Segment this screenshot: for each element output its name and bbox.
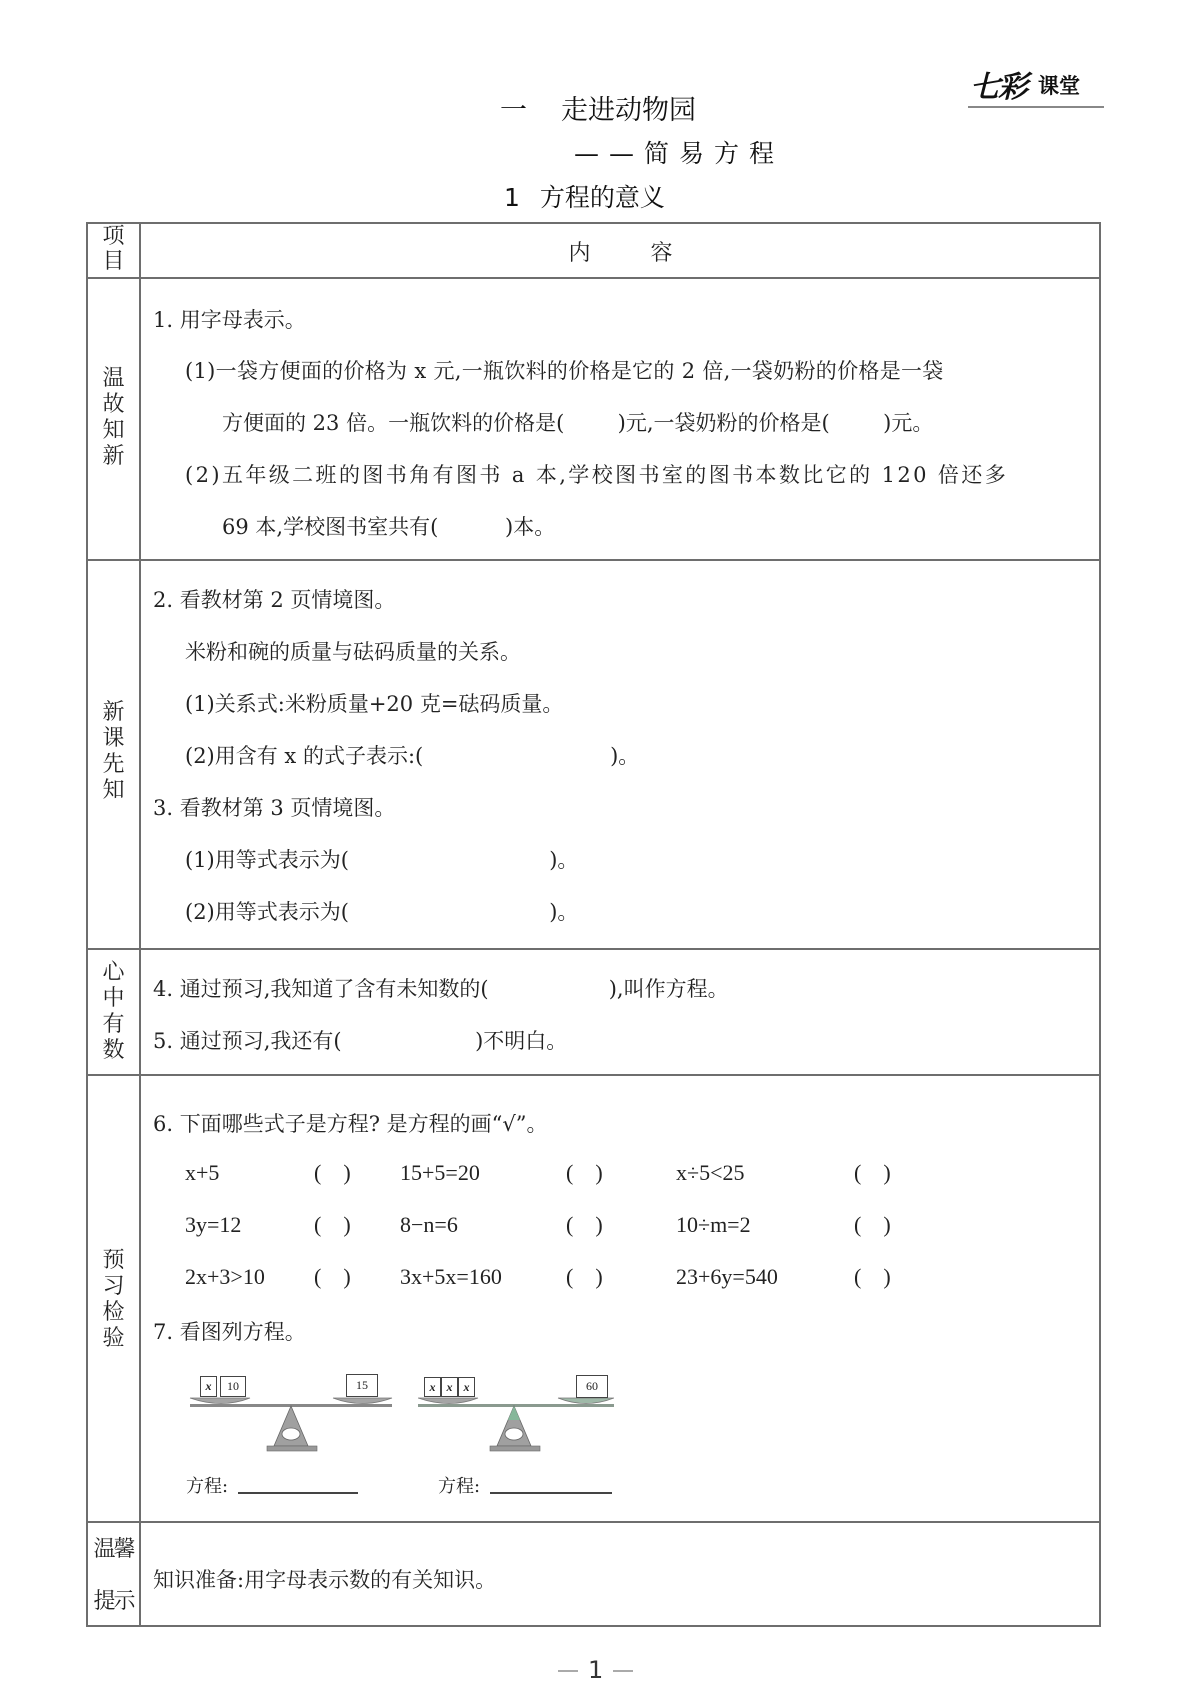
expr-2-3: 10÷m=2: [676, 1212, 751, 1237]
expr-2-2: 8−n=6: [400, 1212, 458, 1237]
unit-subtitle: ——简易方程: [574, 139, 785, 168]
q2-2-blank[interactable]: (2)用含有 x 的式子表示:( )。: [185, 744, 640, 768]
section-label-summary: [88, 960, 139, 1064]
q3-text: 3. 看教材第 3 页情境图。: [153, 796, 396, 820]
weight-block: 10: [220, 1376, 246, 1397]
page-number: [548, 1656, 643, 1684]
label-char: 提示: [93, 1589, 134, 1614]
answer-blank-3-1[interactable]: ( ): [314, 1264, 351, 1289]
lesson-title-text: 方程的意义: [539, 183, 665, 212]
dash-decoration: [613, 1670, 633, 1672]
header-char: 目: [102, 249, 125, 274]
label-char: 课: [102, 726, 125, 751]
answer-blank-2-3[interactable]: ( ): [854, 1212, 891, 1237]
dash-decoration: [558, 1670, 578, 1672]
q2-relation-intro: 米粉和碗的质量与砝码质量的关系。: [185, 640, 521, 664]
weight-block: x: [441, 1377, 458, 1397]
page-number-text: 1: [588, 1656, 604, 1684]
label-char: 新: [102, 700, 125, 725]
q3-1-blank[interactable]: (1)用等式表示为( )。: [185, 848, 579, 872]
row-divider: [86, 277, 1101, 279]
q1-1-text: (1)一袋方便面的价格为 x 元,一瓶饮料的价格是它的 2 倍,一袋奶粉的价格是一袋: [185, 359, 944, 383]
q2-text: 2. 看教材第 2 页情境图。: [153, 588, 396, 612]
answer-blank-1-1[interactable]: ( ): [314, 1160, 351, 1185]
label-char: 检: [102, 1300, 125, 1325]
weight-block: 15: [346, 1374, 378, 1397]
q1-text: 1. 用字母表示。: [153, 308, 306, 332]
equation-label-1: 方程:: [186, 1476, 229, 1497]
header-item-label: [88, 222, 139, 274]
section-label-review: [88, 366, 139, 470]
section-label-tips: [88, 1530, 139, 1622]
header-char: 项: [102, 224, 125, 249]
q1-2-blank[interactable]: 69 本,学校图书室共有( )本。: [222, 515, 556, 539]
equation-answer-line-2[interactable]: [490, 1492, 612, 1494]
answer-blank-1-2[interactable]: ( ): [566, 1160, 603, 1185]
expr-3-2: 3x+5x=160: [400, 1264, 502, 1289]
label-char: 有: [102, 1012, 125, 1037]
lesson-number: 1: [504, 183, 520, 212]
balance-scale-1: [188, 1374, 396, 1456]
q2-1-text: (1)关系式:米粉质量+20 克=砝码质量。: [185, 692, 564, 716]
expr-3-3: 23+6y=540: [676, 1264, 778, 1289]
label-char: 知: [102, 418, 125, 443]
label-char: 温馨: [93, 1537, 134, 1562]
unit-title-text: 走进动物园: [561, 95, 696, 126]
label-char: 习: [102, 1274, 125, 1299]
answer-blank-3-2[interactable]: ( ): [566, 1264, 603, 1289]
row-divider: [86, 1521, 1101, 1523]
row-divider: [86, 559, 1101, 561]
balance-scale-2: [418, 1374, 614, 1456]
weight-block: x: [424, 1377, 441, 1397]
weight-block: x: [458, 1377, 475, 1397]
expr-2-1: 3y=12: [185, 1212, 242, 1237]
label-char: 数: [102, 1038, 125, 1063]
q6-text: 6. 下面哪些式子是方程? 是方程的画“√”。: [153, 1112, 548, 1136]
q3-2-blank[interactable]: (2)用等式表示为( )。: [185, 900, 579, 924]
expr-1-1: x+5: [185, 1160, 220, 1185]
answer-blank-2-2[interactable]: ( ): [566, 1212, 603, 1237]
column-divider: [139, 222, 141, 1627]
header-content-label: 内容: [568, 241, 733, 266]
answer-blank-3-3[interactable]: ( ): [854, 1264, 891, 1289]
label-char: 心: [102, 960, 125, 985]
unit-number: 一: [500, 95, 527, 126]
brand-logo: [968, 66, 1104, 108]
row-divider: [86, 1074, 1101, 1076]
tips-text: 知识准备:用字母表示数的有关知识。: [153, 1568, 497, 1592]
row-divider: [86, 948, 1101, 950]
expr-3-1: 2x+3>10: [185, 1264, 265, 1289]
brand-sub: 课堂: [1038, 74, 1080, 98]
unit-title: [500, 88, 696, 127]
label-char: 预: [102, 1248, 125, 1273]
answer-blank-1-3[interactable]: ( ): [854, 1160, 891, 1185]
label-char: 知: [102, 778, 125, 803]
section-label-preview: [88, 700, 139, 804]
brand-script: 七彩: [970, 70, 1026, 105]
q1-1-blanks[interactable]: 方便面的 23 倍。一瓶饮料的价格是( )元,一袋奶粉的价格是( )元。: [222, 411, 934, 435]
section-label-check: [88, 1248, 139, 1352]
expr-1-3: x÷5<25: [676, 1160, 745, 1185]
label-char: 温: [102, 366, 125, 391]
weight-block: 60: [576, 1375, 608, 1398]
label-char: 故: [102, 392, 125, 417]
q5-blank[interactable]: 5. 通过预习,我还有( )不明白。: [153, 1029, 568, 1053]
label-char: 中: [102, 986, 125, 1011]
label-char: 先: [102, 752, 125, 777]
weight-block: x: [200, 1376, 217, 1397]
label-char: 验: [102, 1326, 125, 1351]
lesson-title: [504, 178, 665, 214]
equation-answer-line-1[interactable]: [238, 1492, 358, 1494]
q1-2-text: (2)五年级二班的图书角有图书 a 本,学校图书室的图书本数比它的 120 倍还多: [185, 463, 1009, 487]
expr-1-2: 15+5=20: [400, 1160, 480, 1185]
label-char: 新: [102, 444, 125, 469]
equation-label-2: 方程:: [438, 1476, 481, 1497]
answer-blank-2-1[interactable]: ( ): [314, 1212, 351, 1237]
q7-text: 7. 看图列方程。: [153, 1320, 306, 1344]
q4-blank[interactable]: 4. 通过预习,我知道了含有未知数的( ),叫作方程。: [153, 977, 729, 1001]
